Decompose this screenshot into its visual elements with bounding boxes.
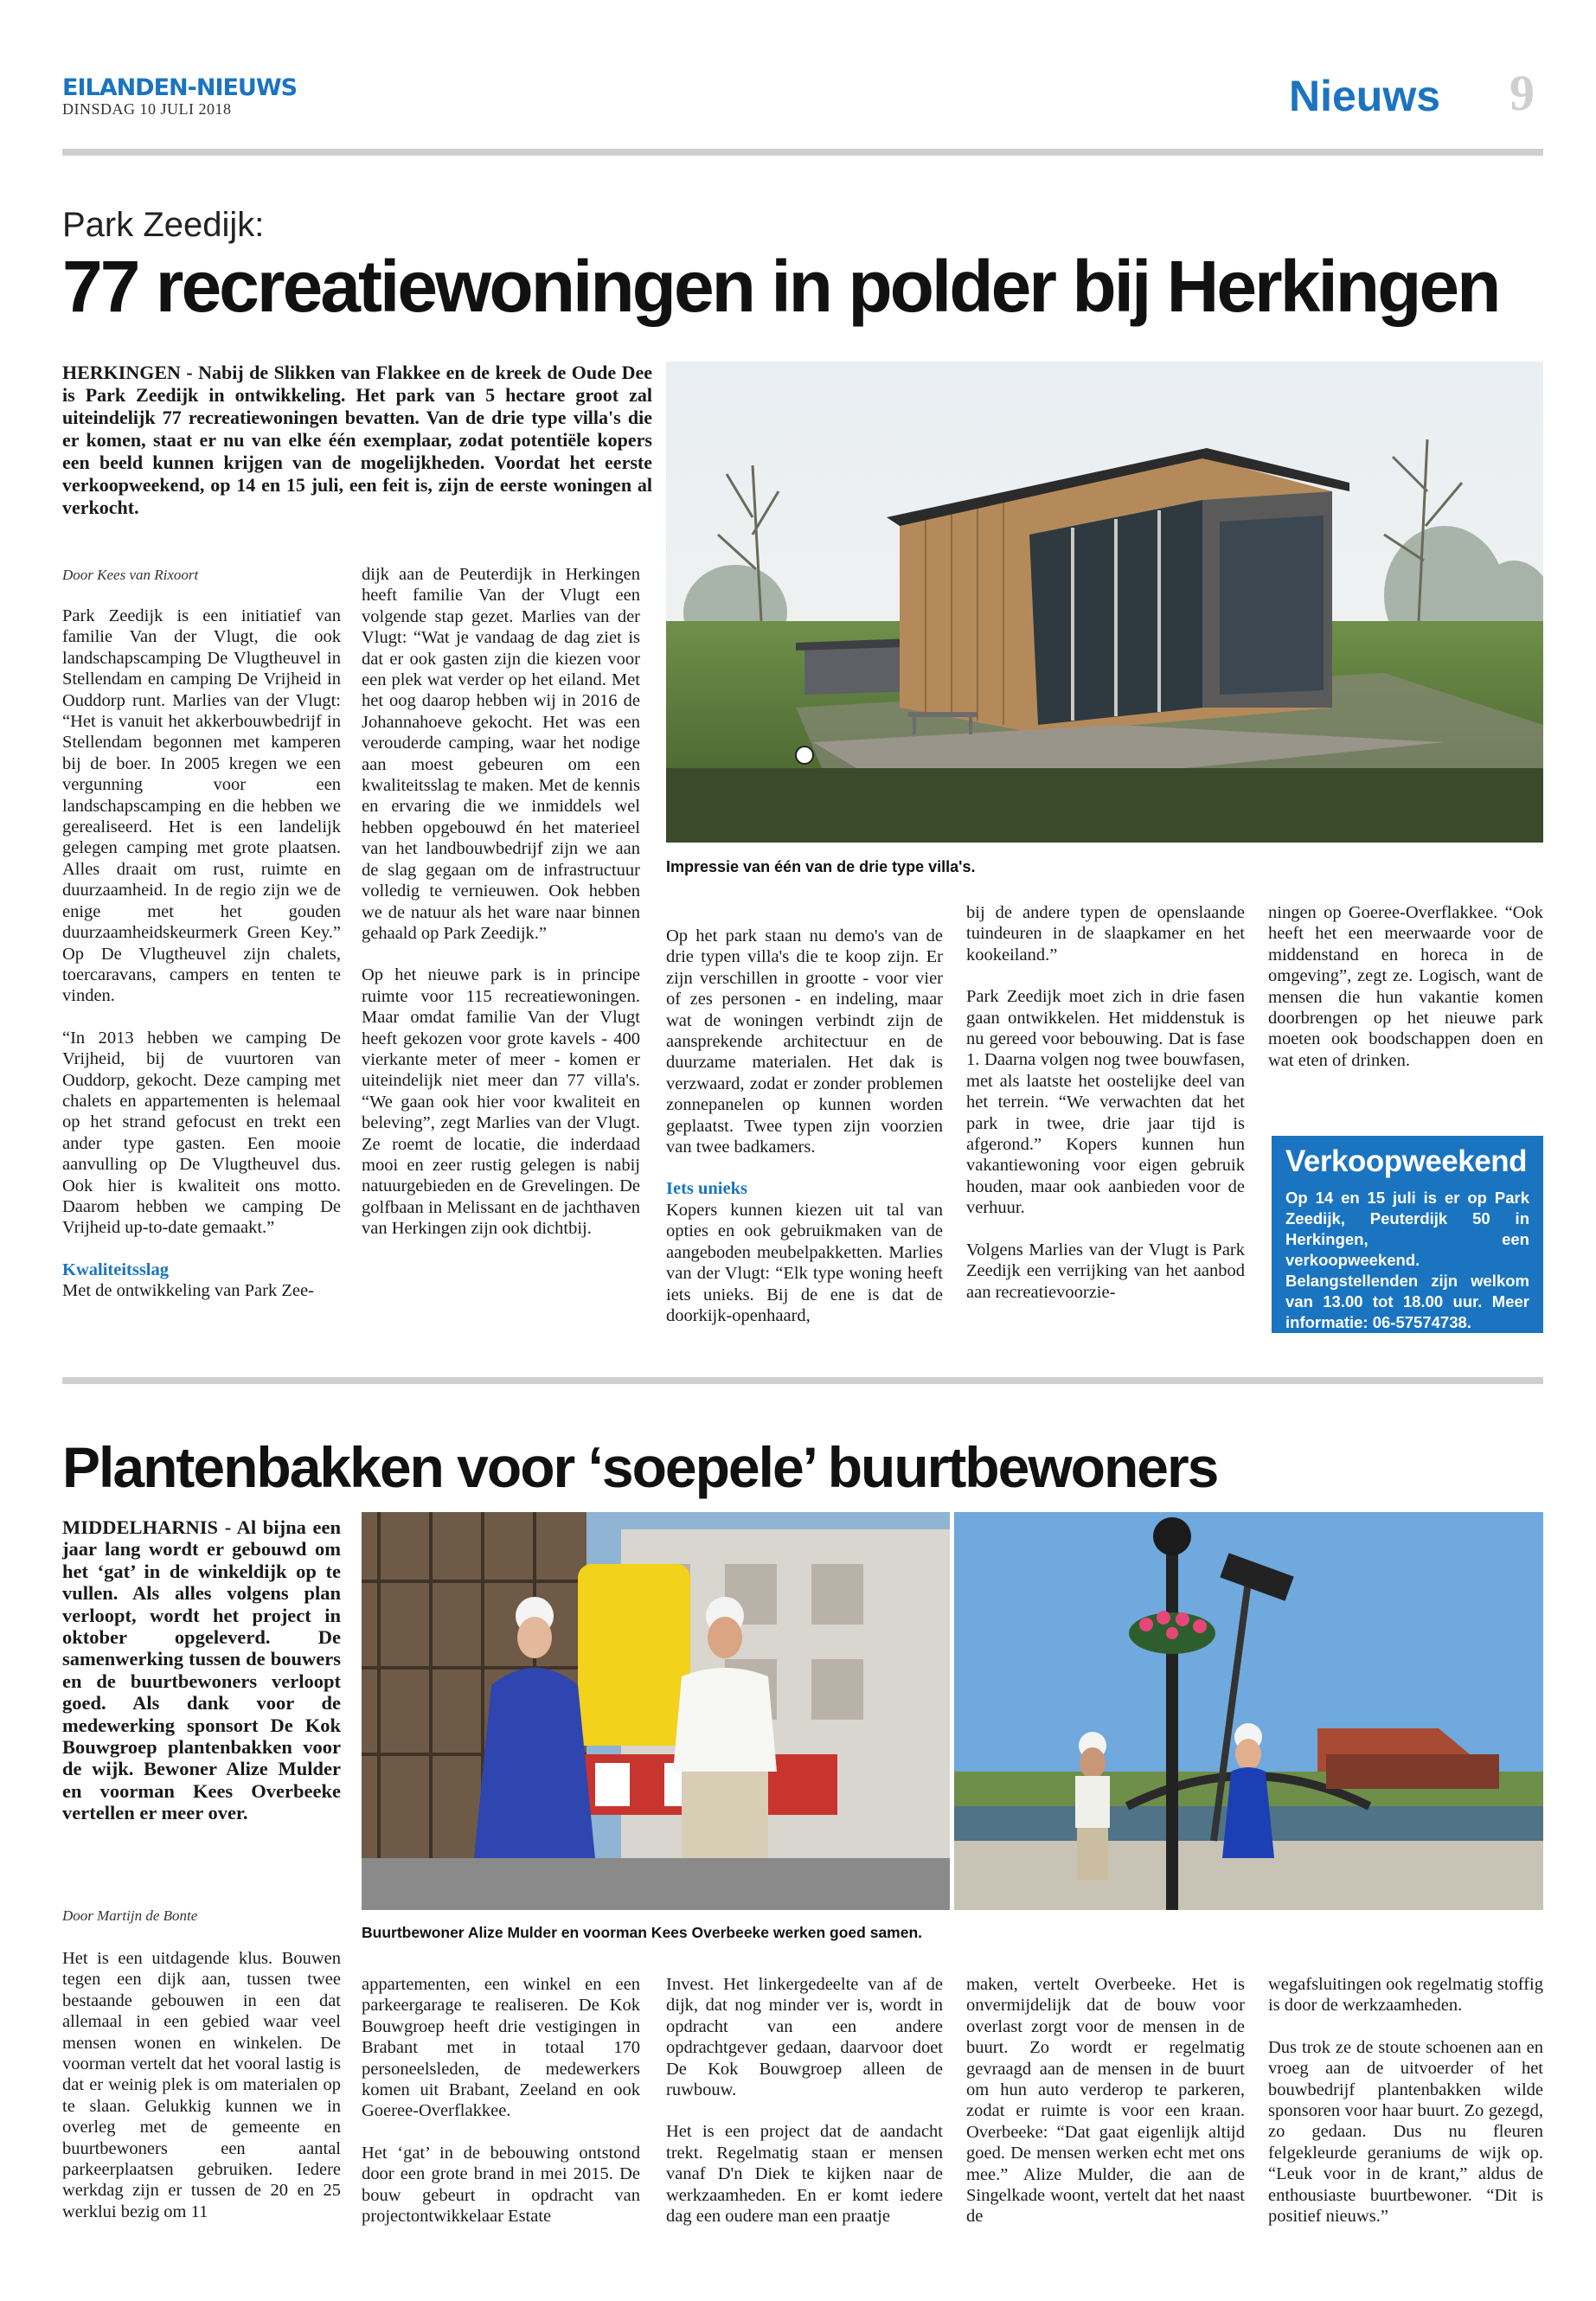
article1-column-5 bbox=[1268, 902, 1543, 1092]
article1-kicker: Park Zeedijk: bbox=[62, 206, 265, 244]
article2-byline: Door Martijn de Bonte bbox=[62, 1907, 198, 1924]
section-title: Nieuws bbox=[1289, 72, 1441, 120]
article1-headline: 77 recreatiewoningen in polder bij Herkingen bbox=[62, 246, 1499, 327]
article2-column-3 bbox=[666, 1974, 943, 2247]
article2-column-5 bbox=[1268, 1974, 1543, 2247]
article2-column-2 bbox=[362, 1974, 640, 2247]
paragraph: Met de ontwikkeling van Park Zee- bbox=[62, 1281, 314, 1301]
article1-caption: Impressie van één van de drie type villa's. bbox=[666, 858, 976, 875]
article1-column-3 bbox=[666, 926, 943, 1347]
paragraph: Kopers kunnen kiezen uit tal van opties en ook gebruikmaken van de aangeboden meubelpakketten. Marlies van der Vlugt: “Elk type woning heeft iets unieks. Bij de ene is dat de doorkijk-openhaard, bbox=[666, 1200, 943, 1325]
article2-column-4 bbox=[966, 1974, 1245, 2248]
article2-caption: Buurtbewoner Alize Mulder en voorman Kees Overbeeke werken goed samen. bbox=[362, 1924, 923, 1941]
infobox-title: Verkoopweekend bbox=[1285, 1144, 1527, 1178]
article2-headline: Plantenbakken voor ‘soepele’ buurtbewoners bbox=[62, 1435, 1218, 1499]
paragraph: Op het park staan nu demo's van de drie typen villa's die te koop zijn. Er zijn verschillen in grootte - voor vier of zes personen - en indeling, maar wat de woningen verbindt zijn de aansprekende architectuur en de duurzame materialen. Het dak is verzwaard, zodat er zonder problemen zonnepanelen op kunnen worden geplaatst. Twee typen zijn voorzien van twee badkamers. bbox=[666, 926, 943, 1157]
paragraph: Volgens Marlies van der Vlugt is Park Zeedijk een verrijking van het aanbod aan recreatievoorzie- bbox=[966, 1240, 1245, 1302]
paragraph: Het is een uitdagende klus. Bouwen tegen een dijk aan, tussen twee bestaande gebouwen in een dat allemaal in een gebied waar veel mensen wonen en winkelen. De voorman vertelt dat het vooral lastig is dat er weinig plek is om materialen op te slaan. Gelukkig kunnen we in overleg met de gemeente en buurtbewoners een aantal parkeerplaatsen gebruiken. Iedere werkdag zijn er tussen de 20 en 25 werklui bezig om 11 bbox=[62, 1949, 341, 2221]
paragraph: “In 2013 hebben we camping De Vrijheid, bij de vuurtoren van Ouddorp, gekocht. Deze camping met chalets en appartementen is helemaal op het strand gefocust en trekt een ander type gasten. Een mooie aanvulling op De Vlugtheuvel dus. Ook hier is kwaliteit ons motto. Daarom hebben we camping De Vrijheid up-to-date gemaakt.” bbox=[62, 1028, 341, 1238]
flower-planter-photo bbox=[954, 1512, 1543, 1910]
subheading: Kwaliteitsslag bbox=[62, 1259, 169, 1279]
infobox-body: Op 14 en 15 juli is er op Park Zeedijk, Peuterdijk 50 in Herkingen, een verkoopweekend. Belangstellenden zijn welkom van 13.00 tot 18.00 uur. Meer informatie: 06-57574738. bbox=[1285, 1189, 1529, 1331]
sale-weekend-infobox bbox=[1272, 1136, 1543, 1333]
paragraph: Park Zeedijk is een initiatief van familie Van der Vlugt, die ook landschapscamping De Vlugtheuvel in Stellendam en camping De Vrijheid in Ouddorp runt. Marlies van der Vlugt: “Het is vanuit het akkerbouwbedrijf in Stellendam begonnen met kamperen bij de boer. In 2005 kregen we een vergunning voor een landschapscamping en die hebben we gerealiseerd. Het is een landelijk gelegen camping met grote plaatsen. Alles draait om rust, ruimte en duurzaamheid. In de regio zijn we de enige met het gouden duurzaamheidskeurmerk Green Key.” Op De Vlugtheuvel zijn chalets, toercaravans, campers en tenten te vinden. bbox=[62, 606, 341, 1006]
paragraph: maken, vertelt Overbeeke. Het is onvermijdelijk dat de bouw voor overlast zorgt voor de mensen in de buurt. Zo wordt er regelmatig gevraagd aan de mensen in de buurt om hun auto verderop te parkeren, zodat er ruimte is voor een kraan. Overbeeke: “Dat gaat eigenlijk altijd goed. De mensen werken echt met ons mee.” Alize Mulder, die aan de Singelkade woont, vertelt dat het naast de bbox=[966, 1975, 1245, 2227]
issue-date: DINSDAG 10 JULI 2018 bbox=[62, 100, 232, 118]
villa-impression-image bbox=[666, 362, 1543, 843]
section-divider bbox=[62, 1377, 1543, 1384]
paragraph: Het is een project dat de aandacht trekt. Regelmatig staan er mensen vanaf D'n Diek te kijken naar de werkzaamheden. En er komt iedere dag een oudere man een praatje bbox=[666, 2122, 943, 2227]
paragraph: dijk aan de Peuterdijk in Herkingen heeft familie Van der Vlugt een volgende stap gezet. Marlies van der Vlugt: “Wat je vandaag de dag ziet is dat er ook gasten zijn die kiezen voor een plek wat verder op het eiland. Met het oog daarop hebben wij in 2016 de Johannahoeve gekocht. Het was een verouderde camping, waar het nodige aan moest gebeuren om een kwaliteitsslag te maken. Met de kennis en ervaring die we inmiddels wel hebben opgebouwd én het materieel van het landbouwbedrijf zijn we aan de slag gegaan om de infrastructuur volledig te vernieuwen. Ook hebben we de natuur als het ware naar binnen gehaald op Park Zeedijk.” bbox=[362, 565, 640, 943]
subheading: Iets unieks bbox=[666, 1179, 747, 1199]
page-number: 9 bbox=[1509, 65, 1535, 121]
paragraph: Dus trok ze de stoute schoenen aan en vroeg aan de uitvoerder of het bouwbedrijf plantenbakken wilde sponsoren voor haar buurt. Zo gezegd, zo gedaan. Dus nu fleuren felgekleurde geraniums de wijk op. “Leuk voor in de krant,” aldus de enthousiaste buurtbewoner. “Dit is positief nieuws.” bbox=[1268, 2037, 1543, 2227]
newspaper-logo: EILANDEN-NIEUWS bbox=[62, 74, 298, 101]
paragraph: wegafsluitingen ook regelmatig stoffig is door de werkzaamheden. bbox=[1268, 1975, 1543, 2016]
paragraph: Park Zeedijk moet zich in drie fasen gaan ontwikkelen. Het middenstuk is nu gereed voor bebouwing. Dat is fase 1. Daarna volgen nog twee bouwfasen, met als laatste het oostelijke deel van het terrein. “We verwachten dat het park in twee, drie jaar tijd is afgerond.” Kopers kunnen hun vakantiewoning voor eigen gebruik houden, maar ook aanbieden voor de verhuur. bbox=[966, 987, 1245, 1218]
article1-byline: Door Kees van Rixoort bbox=[62, 567, 199, 583]
paragraph: Het ‘gat’ in de bebouwing ontstond door een grote brand in mei 2015. De bouw gebeurt in opdracht van projectontwikkelaar Estate bbox=[362, 2143, 640, 2227]
article1-column-1 bbox=[62, 606, 341, 1323]
top-divider bbox=[62, 149, 1543, 156]
paragraph: Op het nieuwe park is in principe ruimte voor 115 recreatiewoningen. Maar omdat familie Van der Vlugt heeft gekozen voor grote kavels - 400 vierkante meter of meer - komen er uiteindelijk niet meer dan 77 villa's. “We gaan ook hier voor kwaliteit en beleving”, zegt Marlies van der Vlugt. Ze roemt de locatie, die inderdaad mooi en zeer rustig gelegen is nabij natuurgebieden en de Grevelingen. De golfbaan in Melissant en de jachthaven van Herkingen zijn ook dichtbij. bbox=[362, 965, 640, 1239]
article2-lead: MIDDELHARNIS - Al bijna een jaar lang wordt er gebouwd om het ‘gat’ in de winkeldijk op te vullen. Als alles volgens plan verloopt, wordt het project in oktober opgeleverd. De samenwerking tussen de bouwers en de buurtbewoners verloopt goed. Als dank voor de medewerking sponsort De Kok Bouwgroep plantenbakken voor de wijk. Bewoner Alize Mulder en voorman Kees Overbeeke vertellen er meer over. bbox=[62, 1516, 341, 1824]
construction-photo bbox=[362, 1512, 950, 1910]
paragraph: ningen op Goeree-Overflakkee. “Ook heeft het een meerwaarde voor de middenstand en horeca in de omgeving”, zegt ze. Logisch, want de mensen die hun vakantie komen doorbrengen op het nieuwe park moeten ook boodschappen doen en wat eten of drinken. bbox=[1268, 903, 1543, 1070]
article1-column-4 bbox=[966, 902, 1245, 1324]
paragraph: Invest. Het linkergedeelte van af de dijk, dat nog minder ver is, wordt in opdracht van een andere opdrachtgever gedaan, daarvoor doet De Kok Bouwgroep alleen de ruwbouw. bbox=[666, 1975, 943, 2100]
article2-column-1 bbox=[62, 1948, 341, 2243]
article1-column-2 bbox=[362, 564, 640, 1260]
paragraph: appartementen, een winkel en een parkeergarage te realiseren. De Kok Bouwgroep heeft drie vestigingen in Brabant met in totaal 170 personeelsleden, de medewerkers komen uit Brabant, Zeeland en ook Goeree-Overflakkee. bbox=[362, 1975, 640, 2121]
paragraph: bij de andere typen de openslaande tuindeuren in de slaapkamer en het kookeiland.” bbox=[966, 903, 1245, 965]
article1-lead: HERKINGEN - Nabij de Slikken van Flakkee en de kreek de Oude Dee is Park Zeedijk in ontwikkeling. Het park van 5 hectare groot zal uiteindelijk 77 recreatiewoningen bevatten. Van de drie type villa's die er komen, staat er nu van elke één exemplaar, zodat potentiële kopers een beeld kunnen krijgen van de mogelijkheden. Voordat het eerste verkoopweekend, op 14 en 15 juli, een feit is, zijn de eerste woningen al verkocht. bbox=[62, 362, 652, 518]
